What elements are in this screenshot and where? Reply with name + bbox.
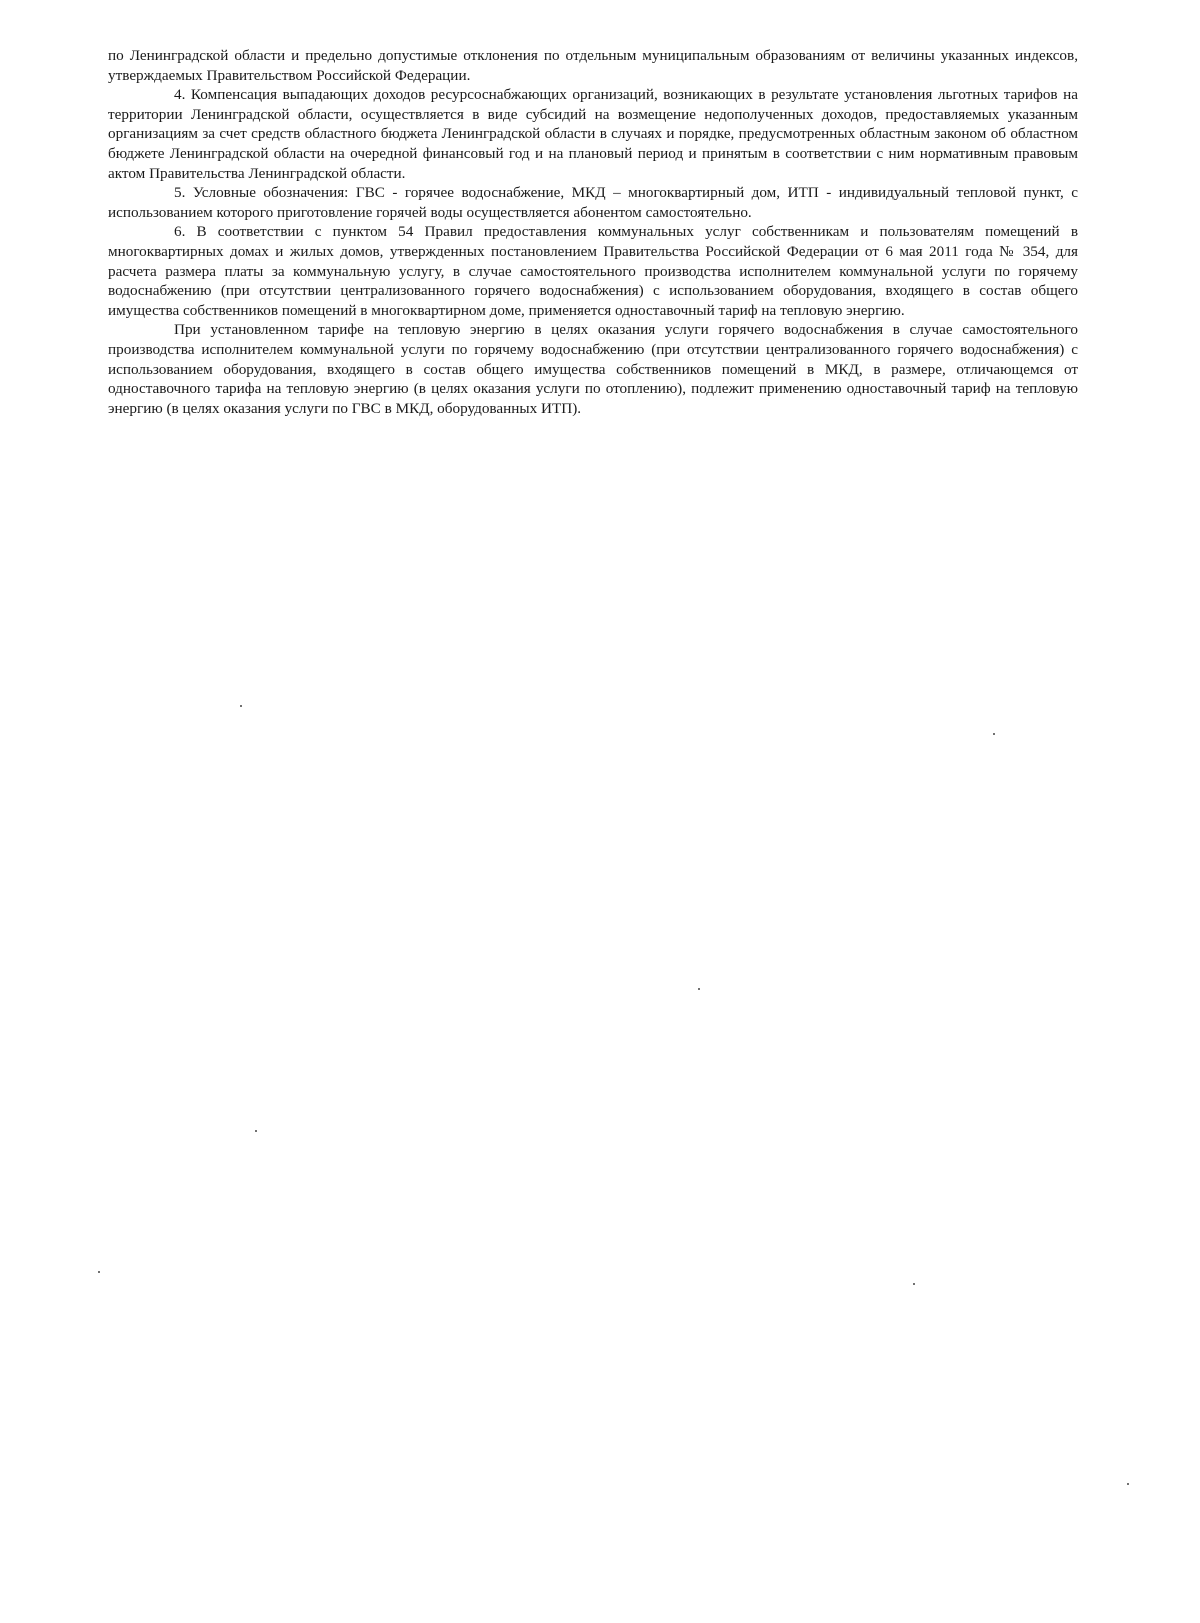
- scan-speck: [255, 1130, 257, 1132]
- scan-speck: [698, 988, 700, 990]
- scan-speck: [240, 705, 242, 707]
- paragraph-tariff-note: При установленном тарифе на тепловую энергию в целях оказания услуги горячего водоснабжения в случае самостоятельного производства исполнителем коммунальной услуги по горячему водоснабжению (при отсутствии централизованного горячего водоснабжения) с использованием оборудования, входящего в состав общего имущества собственников помещений в МКД, в размере, отличающемся от одноставочного тарифа на тепловую энергию (в целях оказания услуги по отоплению), подлежит применению одноставочный тариф на тепловую энергию (в целях оказания услуги по ГВС в МКД, оборудованных ИТП).: [108, 321, 1078, 417]
- scan-speck: [1127, 1483, 1129, 1485]
- scan-speck: [913, 1283, 915, 1285]
- scan-speck: [993, 733, 995, 735]
- scan-speck: [98, 1271, 100, 1273]
- paragraph-continuation: по Ленинградской области и предельно допустимые отклонения по отдельным муниципальным образованиям от величины указанных индексов, утверждаемых Правительством Российской Федерации.: [108, 47, 1078, 84]
- paragraph-item-5: 5. Условные обозначения: ГВС - горячее водоснабжение, МКД – многоквартирный дом, ИТП - индивидуальный тепловой пункт, с использованием которого приготовление горячей воды осуществляется абонентом самостоятельно.: [108, 184, 1078, 221]
- paragraph-item-6: 6. В соответствии с пунктом 54 Правил предоставления коммунальных услуг собственникам и пользователям помещений в многоквартирных домах и жилых домов, утвержденных постановлением Правительства Российской Федерации от 6 мая 2011 года № 354, для расчета размера платы за коммунальную услугу, в случае самостоятельного производства исполнителем коммунальной услуги по горячему водоснабжению (при отсутствии централизованного горячего водоснабжения) с использованием оборудования, входящего в состав общего имущества собственников помещений в многоквартирном доме, применяется одноставочный тариф на тепловую энергию.: [108, 223, 1078, 319]
- paragraph-item-4: 4. Компенсация выпадающих доходов ресурсоснабжающих организаций, возникающих в результате установления льготных тарифов на территории Ленинградской области, осуществляется в виде субсидий на возмещение недополученных доходов, предоставляемых указанным организациям за счет средств областного бюджета Ленинградской области в случаях и порядке, предусмотренных областным законом об областном бюджете Ленинградской области на очередной финансовый год и на плановый период и принятым в соответствии с ним нормативным правовым актом Правительства Ленинградской области.: [108, 86, 1078, 182]
- document-body: [108, 46, 1078, 418]
